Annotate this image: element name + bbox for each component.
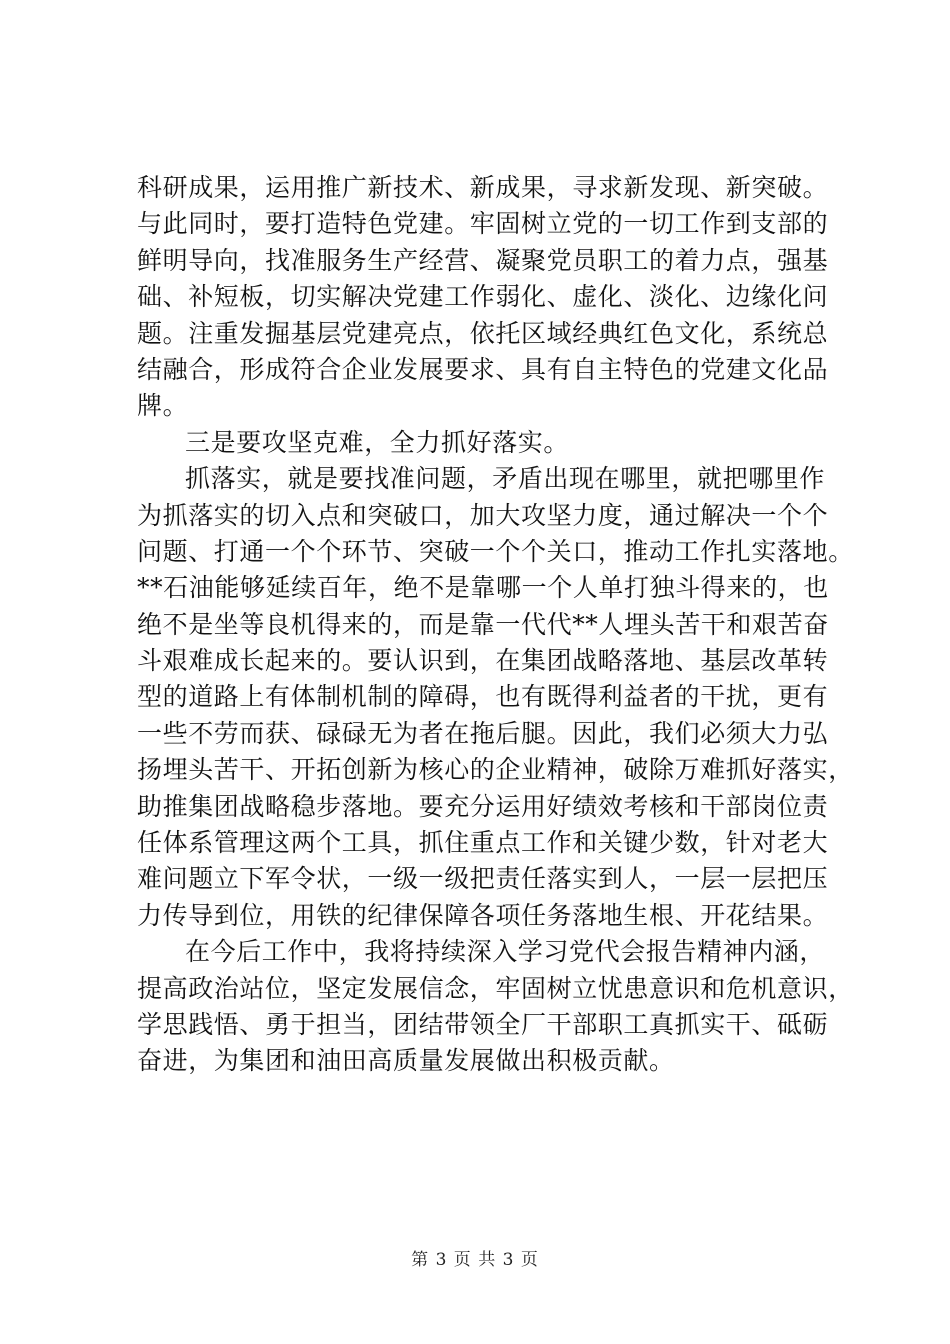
- text-line: 牌。: [137, 391, 189, 421]
- text-line: 抓落实，就是要找准问题，矛盾出现在哪里，就把哪里作: [185, 464, 826, 494]
- section-heading: 三是要攻坚克难，全力抓好落实。: [185, 427, 570, 457]
- text-line: 斗艰难成长起来的。要认识到，在集团战略落地、基层改革转: [137, 646, 829, 676]
- text-line: 型的道路上有体制机制的障碍，也有既得利益者的干扰，更有: [137, 682, 829, 712]
- text-line: 扬埋头苦干、开拓创新为核心的企业精神，破除万难抓好落实，: [137, 755, 854, 785]
- text-line: 础、补短板，切实解决党建工作弱化、虚化、淡化、边缘化问: [137, 282, 829, 312]
- text-line: 难问题立下军令状，一级一级把责任落实到人，一层一层把压: [137, 864, 829, 894]
- text-line: 为抓落实的切入点和突破口，加大攻坚力度，通过解决一个个: [137, 500, 829, 530]
- text-line: 提高政治站位，坚定发展信念，牢固树立忧患意识和危机意识，: [137, 973, 854, 1003]
- text-line: 题。注重发掘基层党建亮点，依托区域经典红色文化，系统总: [137, 318, 829, 348]
- text-line: 在今后工作中，我将持续深入学习党代会报告精神内涵，: [185, 937, 826, 967]
- text-line: **石油能够延续百年，绝不是靠哪一个人单打独斗得来的，也: [137, 573, 829, 603]
- text-line: 问题、打通一个个环节、突破一个个关口，推动工作扎实落地。: [137, 536, 854, 566]
- text-line: 学思践悟、勇于担当，团结带领全厂干部职工真抓实干、砥砺: [137, 1009, 829, 1039]
- text-line: 力传导到位，用铁的纪律保障各项任务落地生根、开花结果。: [137, 900, 829, 930]
- text-line: 一些不劳而获、碌碌无为者在拖后腿。因此，我们必须大力弘: [137, 718, 829, 748]
- text-line: 鲜明导向，找准服务生产经营、凝聚党员职工的着力点，强基: [137, 245, 829, 275]
- page-footer: 第 3 页 共 3 页: [411, 1250, 539, 1270]
- text-line: 绝不是坐等良机得来的，而是靠一代代**人埋头苦干和艰苦奋: [137, 609, 829, 639]
- body-text: [137, 170, 854, 1080]
- text-line: 科研成果，运用推广新技术、新成果，寻求新发现、新突破。: [137, 173, 829, 202]
- text-line: 结融合，形成符合企业发展要求、具有自主特色的党建文化品: [137, 354, 829, 384]
- text-line: 助推集团战略稳步落地。要充分运用好绩效考核和干部岗位责: [137, 791, 829, 821]
- text-line: 与此同时，要打造特色党建。牢固树立党的一切工作到支部的: [137, 209, 829, 239]
- text-line: 任体系管理这两个工具，抓住重点工作和关键少数，针对老大: [137, 828, 829, 858]
- text-line: 奋进，为集团和油田高质量发展做出积极贡献。: [137, 1046, 675, 1076]
